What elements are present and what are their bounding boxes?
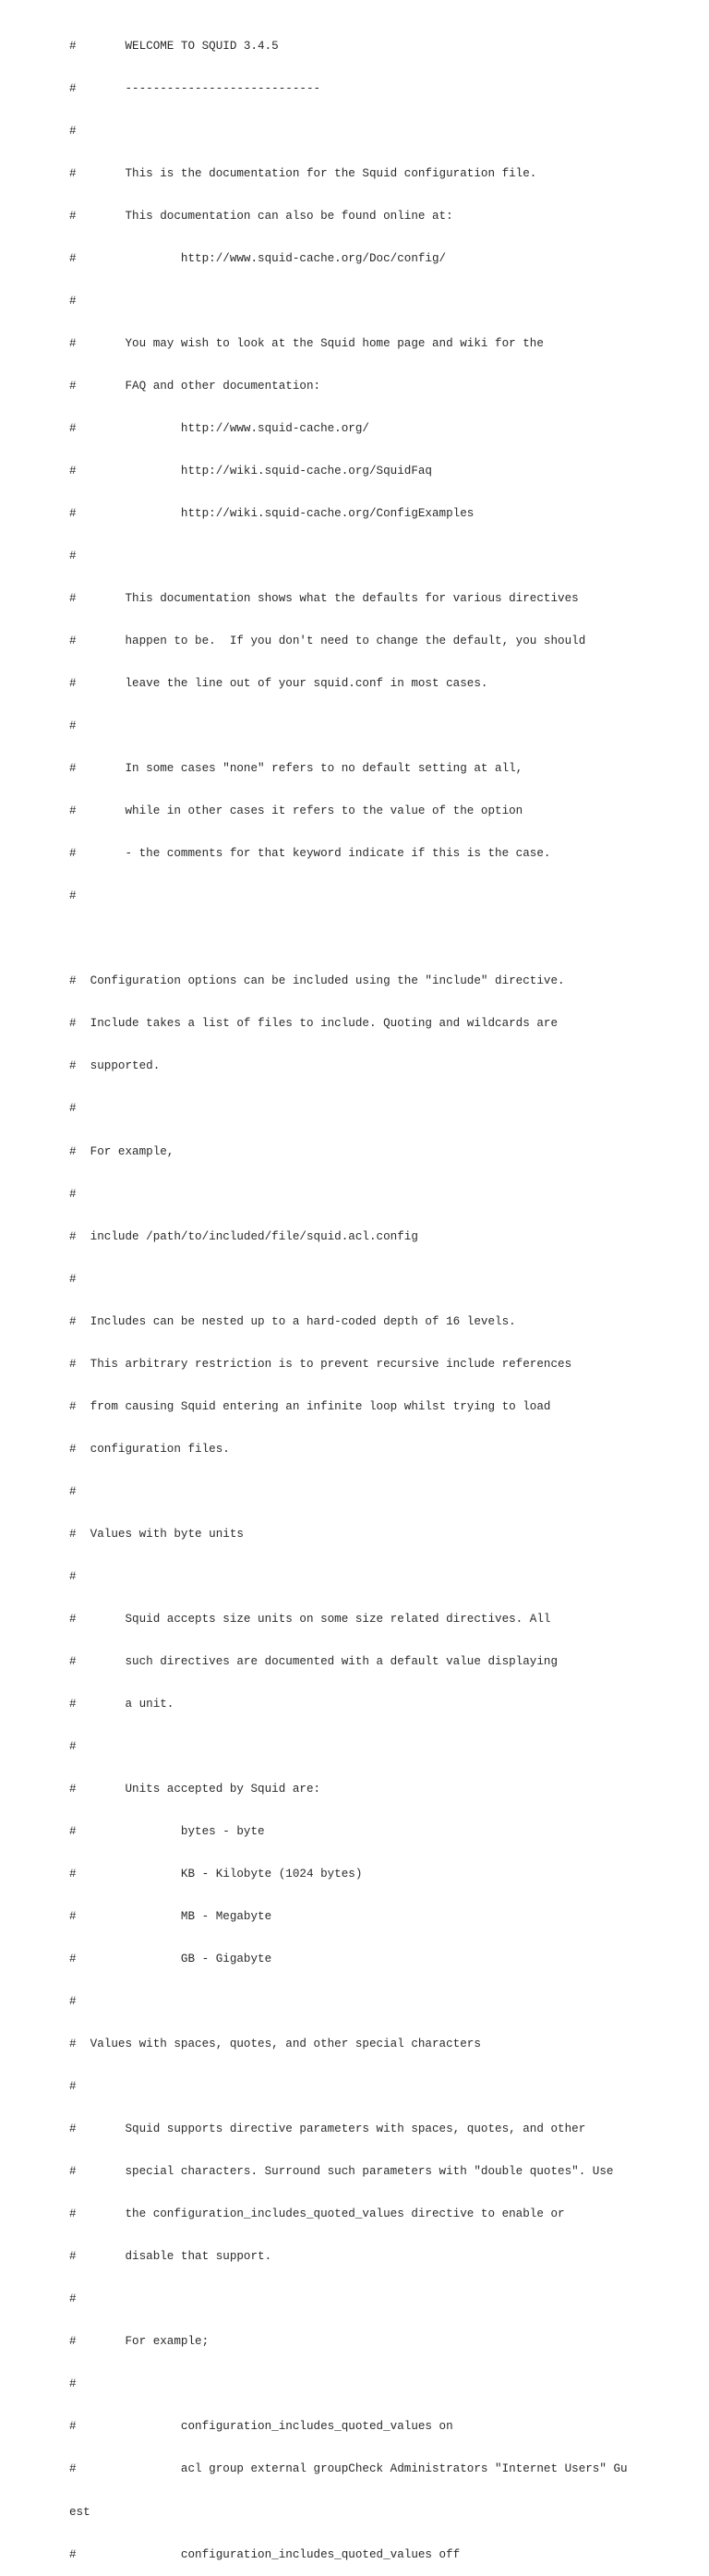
doc-line: # such directives are documented with a default value displaying (69, 1654, 559, 1668)
doc-line: # a unit. (69, 1697, 174, 1711)
doc-line: # (69, 1102, 77, 1116)
doc-line: # (69, 1739, 77, 1753)
doc-line: # configuration_includes_quoted_values off (69, 2547, 461, 2561)
doc-line: # Values with byte units (69, 1527, 244, 1541)
doc-line: # leave the line out of your squid.conf in most cases. (69, 677, 488, 691)
doc-line: # In some cases "none" refers to no default setting at all, (69, 762, 523, 776)
doc-line: # Include takes a list of files to include. Quoting and wildcards are (69, 1017, 559, 1031)
doc-line: # the configuration_includes_quoted_values directive to enable or (69, 2207, 565, 2221)
doc-line: # disable that support. (69, 2250, 272, 2264)
doc-line: # MB - Megabyte (69, 1910, 272, 1924)
doc-line: # special characters. Surround such parameters with "double quotes". Use (69, 2165, 614, 2179)
doc-line: # KB - Kilobyte (1024 bytes) (69, 1868, 363, 1881)
doc-line (69, 932, 697, 946)
doc-line: # (69, 1995, 77, 2009)
doc-line: # http://www.squid-cache.org/Doc/config/ (69, 251, 447, 265)
doc-line: # (69, 294, 77, 308)
doc-line: # Values with spaces, quotes, and other special characters (69, 2038, 481, 2051)
doc-line: # You may wish to look at the Squid home page and wiki for the (69, 336, 544, 350)
doc-line: # ---------------------------- (69, 81, 321, 95)
doc-line: # (69, 1272, 77, 1286)
doc-line: # configuration_includes_quoted_values on (69, 2420, 453, 2434)
doc-line: # Squid accepts size units on some size related directives. All (69, 1612, 551, 1626)
doc-line: # Units accepted by Squid are: (69, 1782, 321, 1796)
doc-line: # (69, 1187, 77, 1201)
doc-line: # (69, 720, 77, 733)
doc-line: # include /path/to/included/file/squid.acl.config (69, 1229, 418, 1243)
doc-line: # http://wiki.squid-cache.org/ConfigExamples (69, 507, 475, 521)
doc-line: # This arbitrary restriction is to prevent recursive include references (69, 1357, 572, 1371)
doc-line: # For example, (69, 1144, 174, 1158)
doc-line: # This is the documentation for the Squid configuration file. (69, 166, 537, 180)
doc-line: # (69, 124, 77, 138)
doc-line: # This documentation shows what the defaults for various directives (69, 592, 579, 606)
doc-line: # while in other cases it refers to the value of the option (69, 804, 523, 818)
doc-line: # bytes - byte (69, 1825, 265, 1838)
doc-line: # (69, 1569, 77, 1583)
doc-line: # (69, 2080, 77, 2094)
doc-line: # Squid supports directive parameters with spaces, quotes, and other (69, 2122, 586, 2136)
doc-line: # Configuration options can be included using the "include" directive. (69, 974, 565, 988)
doc-line: # This documentation can also be found online at: (69, 209, 453, 223)
config-document (69, 11, 697, 2576)
doc-line: # (69, 550, 77, 563)
doc-line: # acl group external groupCheck Administrators "Internet Users" Gu (69, 2462, 628, 2476)
doc-line: # GB - Gigabyte (69, 1953, 272, 1966)
doc-line: # Includes can be nested up to a hard-coded depth of 16 levels. (69, 1314, 516, 1328)
doc-line: # For example; (69, 2335, 210, 2349)
doc-line: # http://www.squid-cache.org/ (69, 421, 369, 435)
doc-line: # WELCOME TO SQUID 3.4.5 (69, 39, 279, 53)
doc-line: # configuration files. (69, 1442, 230, 1456)
doc-line: est (69, 2505, 90, 2519)
doc-line: # supported. (69, 1059, 161, 1073)
doc-line: # happen to be. If you don't need to change the default, you should (69, 635, 586, 648)
doc-line: # FAQ and other documentation: (69, 379, 321, 393)
doc-line: # (69, 2292, 77, 2306)
doc-line: # from causing Squid entering an infinite loop whilst trying to load (69, 1399, 551, 1413)
doc-line: # - the comments for that keyword indicate if this is the case. (69, 847, 551, 861)
doc-line: # (69, 2377, 77, 2391)
doc-line: # http://wiki.squid-cache.org/SquidFaq (69, 465, 432, 478)
doc-line: # (69, 889, 77, 903)
doc-line: # (69, 1484, 77, 1498)
